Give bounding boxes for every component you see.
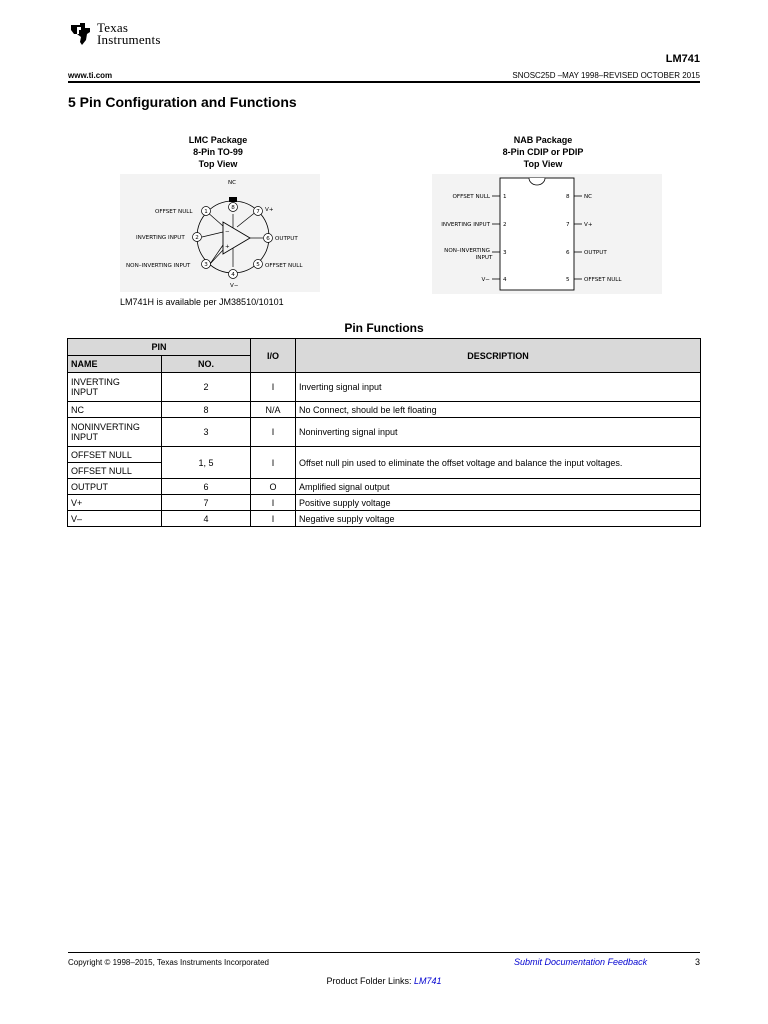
nab-caption-3: Top View xyxy=(523,159,563,169)
lmc-label-offset-null-2: OFFSET NULL xyxy=(265,263,303,269)
lm741-link[interactable]: LM741 xyxy=(414,976,442,986)
nab-label-vminus: V− xyxy=(481,277,490,283)
svg-text:4: 4 xyxy=(231,272,235,278)
nab-pin-7: 7 xyxy=(566,222,570,228)
svg-text:7: 7 xyxy=(256,209,260,215)
ti-logo-icon xyxy=(68,22,94,46)
cell-name: NC xyxy=(68,402,162,418)
logo-wordmark xyxy=(97,22,161,46)
copyright: Copyright © 1998–2015, Texas Instruments Incorporated xyxy=(68,958,269,967)
page-number: 3 xyxy=(694,957,700,967)
svg-text:2: 2 xyxy=(195,235,199,241)
cell-no: 4 xyxy=(162,511,251,527)
cell-name: V– xyxy=(68,511,162,527)
footer-rule xyxy=(68,952,700,953)
nab-caption-2: 8-Pin CDIP or PDIP xyxy=(502,147,584,157)
cell-desc: Positive supply voltage xyxy=(296,495,701,511)
lmc-caption-1: LMC Package xyxy=(188,135,248,145)
part-number: LM741 xyxy=(665,53,700,65)
cell-desc: Offset null pin used to eliminate the offset voltage and balance the input voltages. xyxy=(296,447,701,479)
submit-feedback-link[interactable]: Submit Documentation Feedback xyxy=(514,957,648,967)
doc-id: SNOSC25D –MAY 1998–REVISED OCTOBER 2015 xyxy=(512,71,700,80)
lmc-pin-6 xyxy=(264,234,273,243)
logo-line-2: Instruments xyxy=(97,32,161,47)
cell-io: I xyxy=(251,511,296,527)
table-row xyxy=(68,418,701,447)
nab-pin-1: 1 xyxy=(503,194,507,200)
lmc-label-nc: NC xyxy=(228,180,237,186)
cell-io: I xyxy=(251,495,296,511)
header-description: DESCRIPTION xyxy=(296,339,701,373)
site-url[interactable]: www.ti.com xyxy=(68,71,113,80)
lmc-pin-8 xyxy=(229,203,238,212)
nab-pinout-diagram xyxy=(432,174,662,294)
lmc-pin-4 xyxy=(229,270,238,279)
header-name: NAME xyxy=(68,356,162,373)
lmc-label-inverting-input: INVERTING INPUT xyxy=(136,235,185,241)
opamp-minus: − xyxy=(225,229,230,235)
pin-functions-table xyxy=(67,338,701,527)
cell-desc: Negative supply voltage xyxy=(296,511,701,527)
table-row xyxy=(68,373,701,402)
nab-label-offset-null-1: OFFSET NULL xyxy=(452,194,490,200)
nab-label-noninverting-1: NON–INVERTING xyxy=(444,248,490,254)
cell-name: OFFSET NULL xyxy=(68,447,162,463)
cell-name: NONINVERTING INPUT xyxy=(68,418,162,447)
lmc-pinout-diagram xyxy=(120,174,320,292)
lmc-pin-7 xyxy=(254,207,263,216)
nab-pin-5: 5 xyxy=(566,277,570,283)
nab-label-nc: NC xyxy=(584,194,593,200)
nab-pin-6: 6 xyxy=(566,250,570,256)
nab-package-caption xyxy=(443,134,643,170)
lmc-pin-5 xyxy=(254,260,263,269)
dip-body xyxy=(500,178,574,290)
cell-io: I xyxy=(251,447,296,479)
ti-logo xyxy=(68,22,161,46)
svg-text:3: 3 xyxy=(204,262,208,268)
logo-line-1: Texas xyxy=(97,20,129,35)
cell-no: 7 xyxy=(162,495,251,511)
cell-no: 2 xyxy=(162,373,251,402)
lmc-label-offset-null-1: OFFSET NULL xyxy=(155,209,193,215)
header-rule xyxy=(68,81,700,83)
lmc-caption-3: Top View xyxy=(198,159,238,169)
nab-label-inverting-input: INVERTING INPUT xyxy=(441,222,490,228)
lmc-package-caption xyxy=(118,134,318,170)
cell-io: I xyxy=(251,373,296,402)
nab-pin-3: 3 xyxy=(503,250,507,256)
svg-text:1: 1 xyxy=(204,209,208,215)
lmc-tab xyxy=(229,197,237,202)
cell-name: INVERTING INPUT xyxy=(68,373,162,402)
header-io: I/O xyxy=(251,339,296,373)
nab-label-vplus: V+ xyxy=(584,222,593,228)
table-row xyxy=(68,402,701,418)
lmc-label-noninverting-input: NON–INVERTING INPUT xyxy=(126,263,191,269)
table-row xyxy=(68,479,701,495)
section-title: 5 Pin Configuration and Functions xyxy=(68,94,297,110)
lmc-pin-3 xyxy=(202,260,211,269)
nab-label-offset-null-2: OFFSET NULL xyxy=(584,277,622,283)
lmc-caption-2: 8-Pin TO-99 xyxy=(193,147,243,157)
nab-pin-8: 8 xyxy=(566,194,570,200)
cell-no: 6 xyxy=(162,479,251,495)
cell-name: OFFSET NULL xyxy=(68,463,162,479)
svg-text:8: 8 xyxy=(231,205,235,211)
nab-pin-2: 2 xyxy=(503,222,507,228)
lmc-label-output: OUTPUT xyxy=(275,236,298,242)
cell-io: N/A xyxy=(251,402,296,418)
nab-label-noninverting-2: INPUT xyxy=(475,255,493,261)
header-pin: PIN xyxy=(68,339,251,356)
svg-text:6: 6 xyxy=(266,236,270,242)
lmc-pin-1 xyxy=(202,207,211,216)
lmc-label-vminus: V− xyxy=(230,283,239,289)
table-row xyxy=(68,447,701,463)
cell-no: 3 xyxy=(162,418,251,447)
nab-pin-4: 4 xyxy=(503,277,507,283)
nab-label-output: OUTPUT xyxy=(584,250,607,256)
pfl-prefix: Product Folder Links: xyxy=(326,976,414,986)
table-title: Pin Functions xyxy=(344,321,424,335)
cell-name: V+ xyxy=(68,495,162,511)
cell-desc: Amplified signal output xyxy=(296,479,701,495)
product-folder-links xyxy=(0,976,768,986)
cell-io: I xyxy=(251,418,296,447)
nab-caption-1: NAB Package xyxy=(513,135,573,145)
table-row xyxy=(68,495,701,511)
lmc-label-vplus: V+ xyxy=(265,207,274,213)
header-no: NO. xyxy=(162,356,251,373)
cell-desc: Inverting signal input xyxy=(296,373,701,402)
lmc-pin-2 xyxy=(193,233,202,242)
lm741h-availability-note: LM741H is available per JM38510/10101 xyxy=(120,297,284,307)
table-row xyxy=(68,511,701,527)
svg-text:5: 5 xyxy=(256,262,260,268)
cell-desc: No Connect, should be left floating xyxy=(296,402,701,418)
opamp-plus: + xyxy=(225,244,230,250)
cell-io: O xyxy=(251,479,296,495)
cell-no: 8 xyxy=(162,402,251,418)
cell-no: 1, 5 xyxy=(162,447,251,479)
cell-desc: Noninverting signal input xyxy=(296,418,701,447)
cell-name: OUTPUT xyxy=(68,479,162,495)
